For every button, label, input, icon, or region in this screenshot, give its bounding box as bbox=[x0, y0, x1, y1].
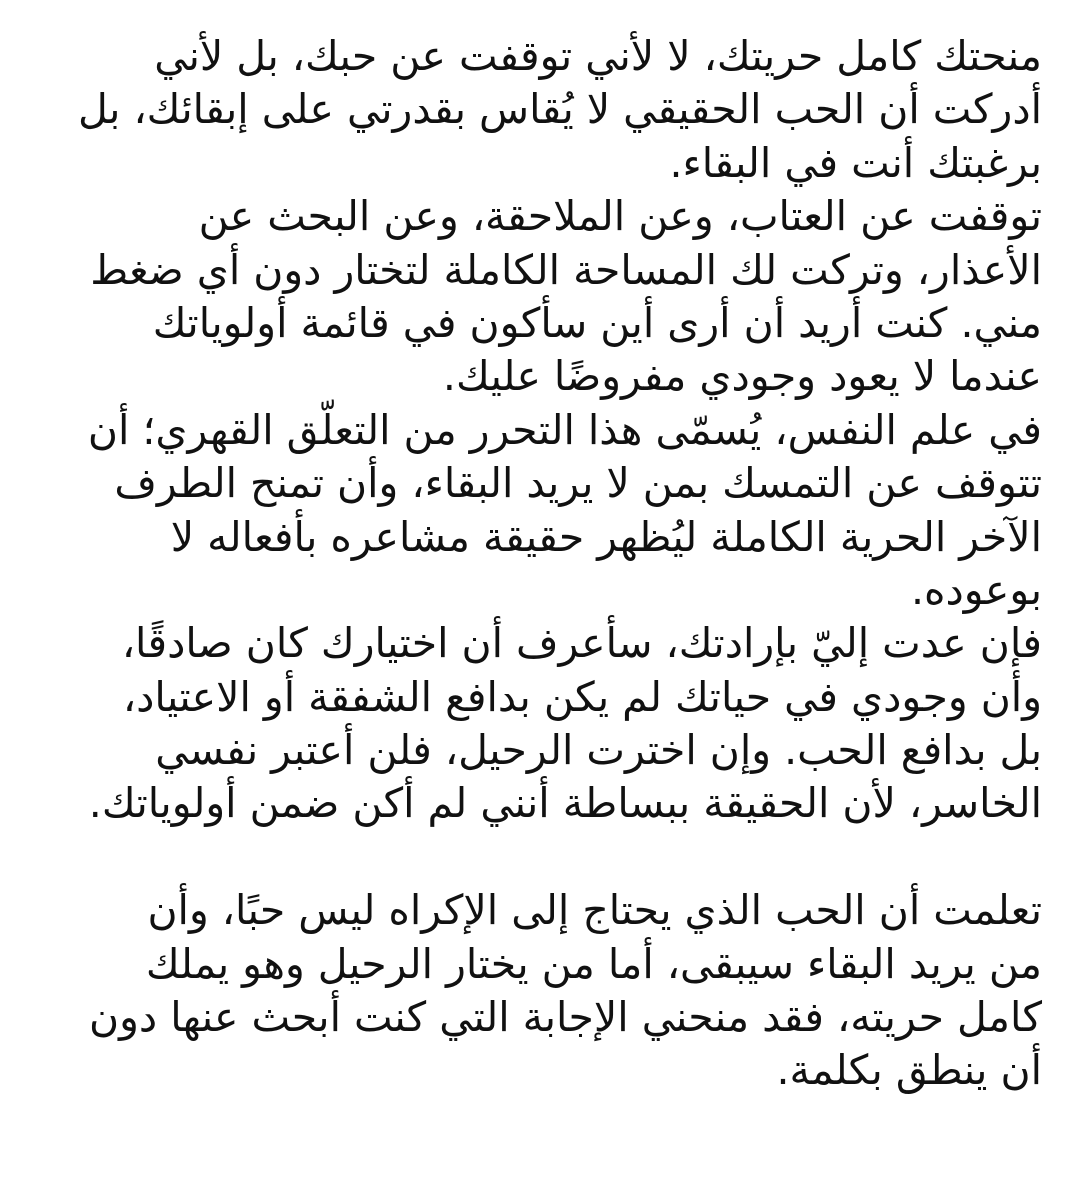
text-line: مني. كنت أريد أن أرى أين سأكون في قائمة أولوياتك bbox=[152, 298, 1042, 347]
text-line: وأن وجودي في حياتك لم يكن بدافع الشفقة أو الاعتياد، bbox=[122, 672, 1042, 721]
paragraph-gap bbox=[30, 831, 1042, 884]
text-line: أدركت أن الحب الحقيقي لا يُقاس بقدرتي على إبقائك، بل bbox=[77, 85, 1042, 134]
text-line: أن ينطق بكلمة. bbox=[776, 1046, 1042, 1095]
text-line: منحتك كامل حريتك، لا لأني توقفت عن حبك، بل لأني bbox=[154, 32, 1042, 80]
text-line: فإن عدت إليّ بإرادتك، سأعرف أن اختيارك كان صادقًا، bbox=[121, 619, 1042, 668]
text-line: الآخر الحرية الكاملة ليُظهر حقيقة مشاعره بأفعاله لا bbox=[170, 512, 1042, 561]
text-line: عندما لا يعود وجودي مفروضًا عليك. bbox=[442, 352, 1042, 401]
text-block bbox=[30, 30, 1042, 1098]
text-line: بوعوده. bbox=[910, 565, 1042, 614]
text-line: من يريد البقاء سيبقى، أما من يختار الرحيل وهو يملك bbox=[145, 939, 1042, 988]
text-line: بل بدافع الحب. وإن اخترت الرحيل، فلن أعتبر نفسي bbox=[155, 726, 1042, 775]
text-line: توقفت عن العتاب، وعن الملاحقة، وعن البحث عن bbox=[198, 192, 1042, 241]
text-line: الأعذار، وتركت لك المساحة الكاملة لتختار دون أي ضغط bbox=[90, 245, 1042, 294]
text-line: الخاسر، لأن الحقيقة ببساطة أنني لم أكن ضمن أولوياتك. bbox=[88, 779, 1042, 828]
text-line: تعلمت أن الحب الذي يحتاج إلى الإكراه ليس حبًا، وأن bbox=[147, 886, 1042, 935]
text-line: كامل حريته، فقد منحني الإجابة التي كنت أبحث عنها دون bbox=[89, 993, 1042, 1042]
text-line: في علم النفس، يُسمّى هذا التحرر من التعلّق القهري؛ أن bbox=[87, 405, 1042, 454]
text-line: برغبتك أنت في البقاء. bbox=[669, 138, 1042, 187]
text-line: تتوقف عن التمسك بمن لا يريد البقاء، وأن تمنح الطرف bbox=[114, 459, 1042, 508]
